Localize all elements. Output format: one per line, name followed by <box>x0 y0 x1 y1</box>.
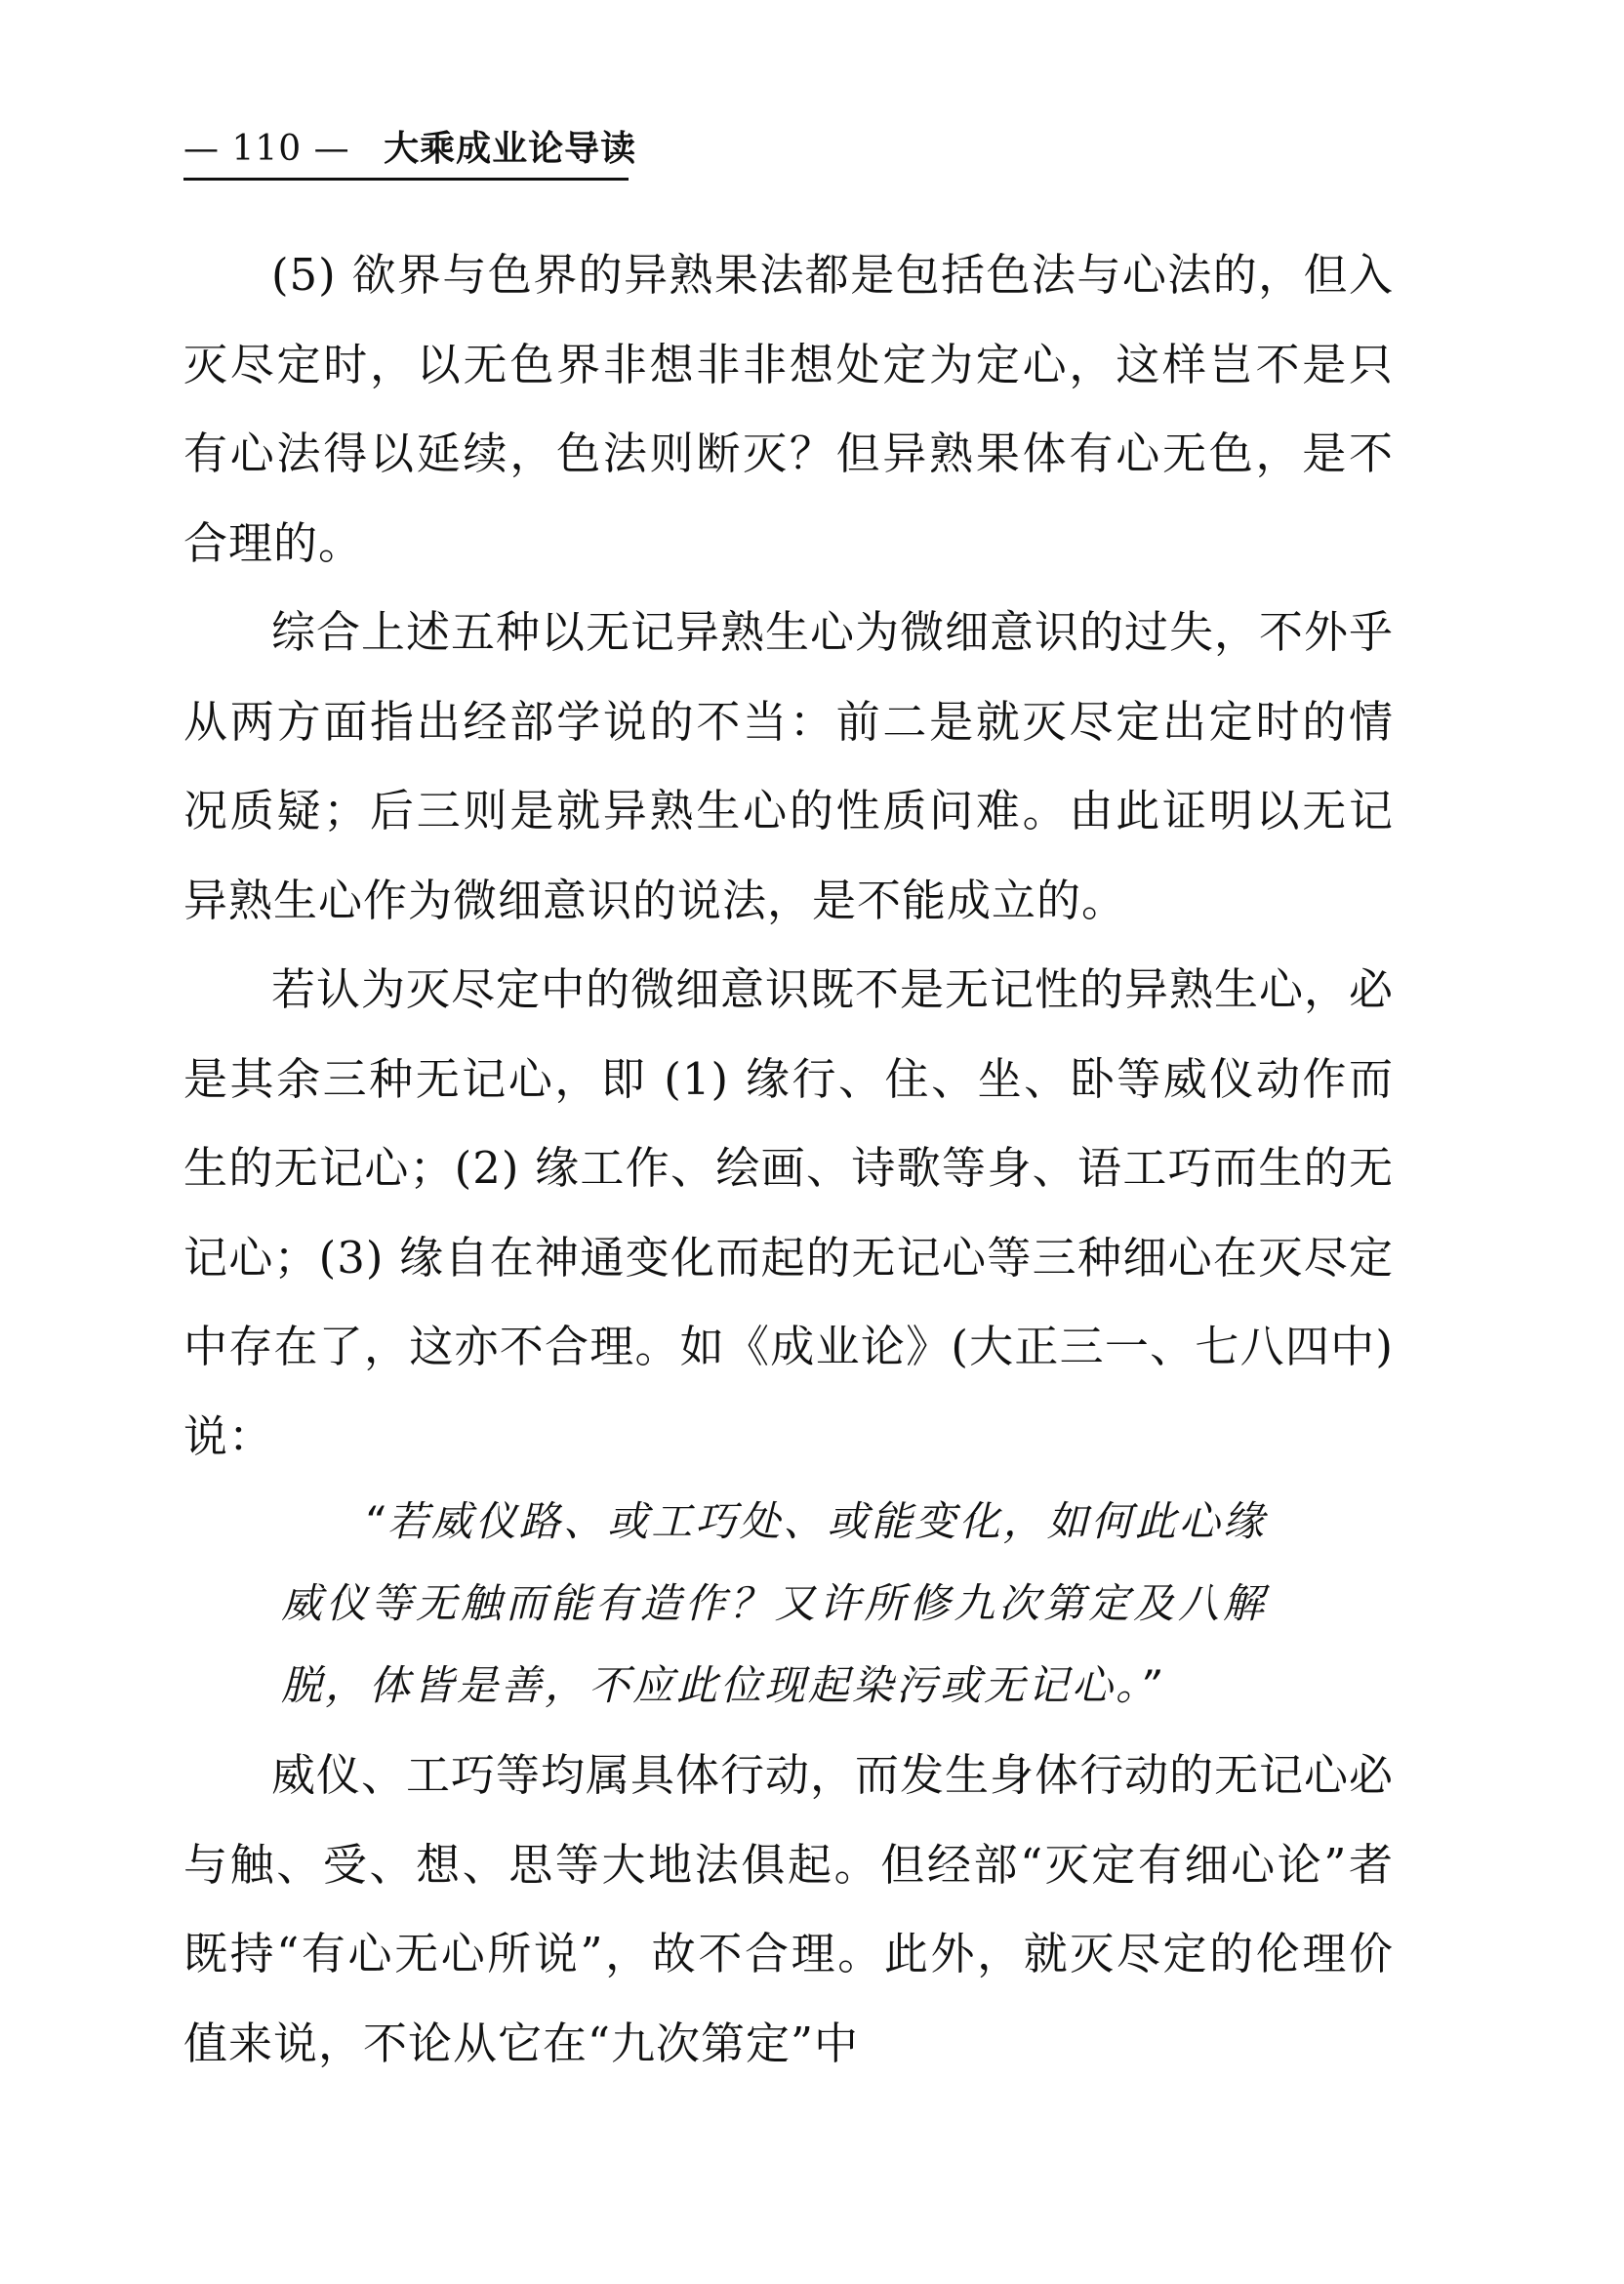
book-title: 大乘成业论导读 <box>384 129 637 169</box>
paragraph-3: 若认为灭尽定中的微细意识既不是无记性的异熟生心，必是其余三种无记心，即 (1) 缘行、住、坐、卧等威仪动作而生的无记心；(2) 缘工作、绘画、诗歌等身、语工巧而生的无记心；(3) 缘自在神通变化而起的无记心等三种细心在灭尽定中存在了，这亦不合理。如《成业论》(大正三一、七八四中) 说： <box>183 963 1395 1462</box>
page-number: — 110 — <box>183 129 350 169</box>
running-header <box>183 125 636 174</box>
header-underline <box>183 178 629 181</box>
paragraph-4: 威仪、工巧等均属具体行动，而发生身体行动的无记心必与触、受、想、思等大地法俱起。但经部“灭定有细心论”者既持“有心无心所说”，故不合理。此外，就灭尽定的伦理价值来说，不论从它在“九次第定”中 <box>183 1749 1395 2069</box>
body-text <box>183 230 1394 2088</box>
paragraph-1: (5) 欲界与色界的异熟果法都是包括色法与心法的，但入灭尽定时，以无色界非想非非想处定为定心，这样岂不是只有心法得以延续，色法则断灭？但异熟果体有心无色，是不合理的。 <box>183 249 1394 569</box>
block-quote: “若威仪路、或工巧处、或能变化，如何此心缘威仪等无触而能有造作？又许所修九次第定及八解脱，体皆是善，不应此位现起染污或无记心。” <box>281 1497 1267 1709</box>
paragraph-2: 综合上述五种以无记异熟生心为微细意识的过失，不外乎从两方面指出经部学说的不当：前二是就灭尽定出定时的情况质疑；后三则是就异熟生心的性质问难。由此证明以无记异熟生心作为微细意识的说法，是不能成立的。 <box>183 606 1395 926</box>
